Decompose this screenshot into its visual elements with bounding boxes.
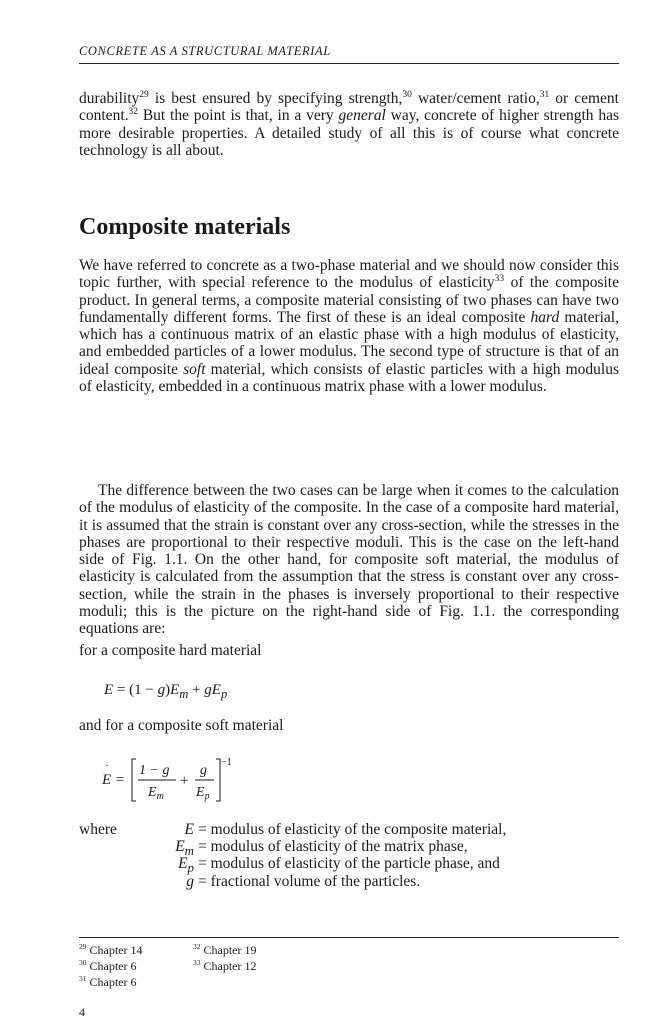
page-number: 4 [79,1005,85,1019]
eq-soft-numerator-2: g [200,763,207,778]
where-word: where [79,821,117,838]
eq-soft-denominator-1 [147,785,164,802]
eq-soft-lhs-dot: · [105,758,109,772]
header-rule [79,63,619,64]
difference-paragraph: The difference between the two cases can be large when it comes to the calculation of the modulus of elasticity of the composite. In the case of a composite hard material, it is assumed that the strain is constant over any cross-section, while the stresses in the phases are proportional to their respective moduli. This is the case on the left-hand side of Fig. 1.1. On the other hand, for composite soft material, the modulus of elasticity is calculated from the assumption that the stress is constant over any cross-section, while the strain in the phases is inversely proportional to their respective moduli; this is the picture on the right-hand side of Fig. 1.1. the corresponding equations are: [79,482,619,638]
footnote-29: $^{29}$ Chapter 14 [79,942,143,957]
para1-text-2: of the composite product. In general terms, a composite material consisting of two phases can have two fundamentally different forms. The first of these is an ideal composite [79,274,619,326]
eq-plus: + [188,682,205,698]
eq-soft-den1-symbol: E [148,785,157,800]
hard-material-equation [104,682,227,702]
intro-text-5: But the point is that, in a very [138,107,339,125]
hard-material-label: for a composite hard material [79,642,262,659]
intro-text-1: durability [79,90,140,107]
eq-soft-den1-sub: m [156,791,164,802]
eq-subscript-p: p [220,687,228,701]
eq-soft-den2-symbol: E [196,785,205,800]
definition-text: = modulus of elasticity of the matrix phase, [198,838,468,856]
eq-symbol-g: g [157,682,166,698]
eq-subscript-m: m [179,687,189,701]
eq-soft-right-bracket [216,759,220,801]
running-head: CONCRETE AS A STRUCTURAL MATERIAL [79,44,331,58]
intro-paragraph [79,90,619,159]
definition-text: = modulus of elasticity of the particle phase, and [198,855,500,873]
eq-soft-den2-sub: p [204,791,210,802]
eq-soft-denominator-2 [195,785,210,802]
ref-30: 30 [402,90,412,100]
section-heading: Composite materials [79,214,291,240]
ref-29: 29 [139,90,149,100]
eq-close-paren: ) [165,682,171,698]
composite-paragraph [79,257,619,395]
footnote-33: $^{33}$ Chapter 12 [193,958,257,973]
ref-32: 32 [128,107,138,118]
footnote-30: $^{30}$ Chapter 6 [79,958,137,973]
footnote-31: $^{31}$ Chapter 6 [79,974,137,989]
para1-text-1: We have referred to concrete as a two-phase material and we should now consider this topic further, with special reference to the modulus of elasticity [79,257,619,292]
eq-symbol-E: E [104,682,114,698]
eq-equals-part: = (1 − [113,682,158,698]
soft-material-equation [100,756,260,804]
intro-text-2: is best ensured by specifying strength, [148,90,403,107]
eq-symbol-g2: g [204,682,212,698]
para1-text-4: material, which consists of elastic particles with a high modulus of elasticity, embedded in a continuous matrix phase with a lower modulus. [79,360,619,396]
eq-soft-exponent: −1 [221,757,232,768]
para1-text-3: material, which has a continuous matrix of an elastic phase with a high modulus of elasticity, and embedded particles of a lower modulus. The second type of structure is that of an ideal composite [79,308,619,378]
intro-text-3: water/cement ratio, [411,90,540,107]
emphasis-hard: hard [530,308,560,326]
intro-text-6: way, concrete of higher strength has more desirable properties. A detailed study of all this is of course what concrete technology is all about. [79,107,619,159]
emphasis-soft: soft [183,360,206,378]
intro-text-4: or cement content. [79,90,619,125]
footnote-rule [79,937,619,938]
footnote-32: $^{32}$ Chapter 19 [193,942,257,957]
eq-soft-numerator-1: 1 − g [139,763,170,778]
ref-33: 33 [494,274,505,285]
ref-31: 31 [539,90,550,100]
definition-symbol: E [184,821,194,838]
soft-material-label: and for a composite soft material [79,717,284,734]
definition-symbol: $E_p$ [178,855,194,876]
eq-symbol-Ep: E [211,682,221,698]
definition-text: = fractional volume of the particles. [198,872,421,890]
eq-soft-left-bracket [132,759,136,801]
definition-text: = modulus of elasticity of the composite material, [198,821,507,838]
eq-symbol-Em: E [170,682,180,698]
eq-soft-plus: + [180,773,189,789]
definition-symbol: $E_m$ [175,838,194,859]
intro-emphasis: general [338,107,386,125]
definition-symbol: g [186,872,194,890]
eq-soft-lhs: E = [102,772,126,788]
